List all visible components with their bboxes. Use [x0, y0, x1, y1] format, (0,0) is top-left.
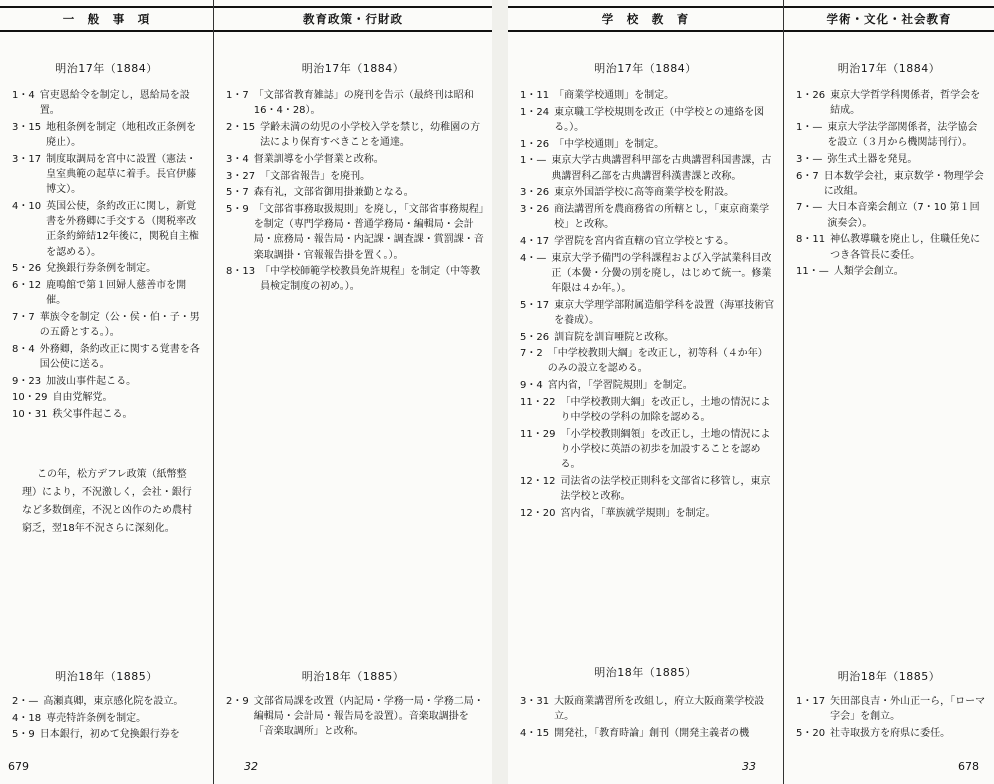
chronology-entry	[520, 395, 775, 425]
chronology-entry	[12, 727, 205, 742]
chronology-entry	[520, 506, 775, 521]
entry-date: 8・13	[226, 266, 256, 278]
entry-list	[12, 694, 205, 744]
page-number: 32	[244, 760, 258, 773]
chronology-entry	[520, 105, 775, 135]
entry-text: 「商業学校通則」を制定。	[554, 90, 675, 101]
chronology-entry	[520, 88, 775, 103]
entry-text: 兌換銀行券条例を制定。	[46, 263, 157, 275]
entry-list	[796, 694, 986, 743]
entry-list	[520, 694, 775, 743]
chronology-entry	[520, 185, 775, 200]
section-title-1884: 明治17年（1884）	[594, 62, 697, 75]
entry-text: 開発社，「教育時論」創刊（開発主義者の機	[554, 727, 750, 739]
entry-date: 3・15	[12, 121, 42, 133]
section-title-1884: 明治17年（1884）	[301, 62, 405, 75]
entry-text: 学習院を宮内省直轄の官立学校とする。	[554, 235, 735, 247]
entry-date: 5・9	[12, 729, 35, 741]
chronology-entry	[796, 120, 986, 150]
entry-text: 東京大学哲学科関係者，哲学会を結成。	[830, 90, 981, 117]
entry-date: 1・4	[12, 90, 35, 101]
entry-text: 司法省の法学校正則科を文部省に移管し，東京法学校と改称。	[560, 475, 771, 503]
entry-date: 3・31	[520, 696, 550, 707]
chronology-entry	[12, 310, 205, 340]
entry-list	[796, 88, 986, 281]
chronology-entry	[796, 694, 986, 724]
chronology-entry	[520, 378, 775, 393]
chronology-entry	[12, 374, 205, 389]
entry-date: 7・—	[796, 202, 823, 214]
entry-date: 4・17	[520, 235, 550, 247]
entry-date: 7・7	[12, 311, 35, 323]
chronology-entry	[520, 251, 775, 297]
entry-text: 宮内省，「華族就学規則」を制定。	[560, 507, 716, 519]
entry-text: 東京大学古典講習科甲部を古典講習科国書課，古典講習科乙部を古典講習科漢書課と改称。	[551, 155, 772, 182]
chronology-entry	[12, 390, 205, 405]
entry-date: 3・4	[226, 153, 249, 165]
entry-date: 3・17	[12, 153, 42, 165]
entry-text: 神仏教導職を廃止し，住職任免につき各管長に委任。	[830, 234, 981, 261]
entry-text: 学齢未満の幼児の小学校入学を禁じ，幼稚園の方法により保育すべきことを通達。	[260, 121, 481, 149]
chronology-entry	[796, 169, 986, 199]
entry-text: 「中学校通則」を制定。	[554, 138, 665, 150]
entry-text: 東京大学理学部附属造船学科を設置（海軍技術官を養成）。	[554, 299, 775, 326]
entry-text: 森有礼，文部省御用掛兼勤となる。	[253, 187, 414, 199]
chronology-entry	[12, 711, 205, 726]
entry-date: 3・27	[226, 170, 256, 182]
section-title-1885: 明治18年（1885）	[55, 670, 158, 683]
chronology-entry	[226, 264, 484, 294]
entry-text: 大阪商業講習所を改組し，府立大阪商業学校設立。	[554, 696, 765, 723]
entry-text: 矢田部良吉・外山正一ら，「ローマ字会」を創立。	[830, 696, 986, 723]
section-title-1885: 明治18年（1885）	[301, 670, 405, 683]
entry-text: 弥生式土器を発見。	[827, 153, 918, 165]
entry-text: 日本数学会社，東京数学・物理学会に改組。	[823, 170, 984, 197]
entry-list	[226, 88, 484, 296]
section-title-1885: 明治18年（1885）	[594, 666, 697, 679]
entry-text: 鹿鳴館で第１回婦人慈善市を開催。	[46, 279, 187, 307]
chronology-entry	[796, 726, 986, 741]
entry-text: 英国公使，条約改正に関し，新覚書を外務卿に手交する（関税率改正条約締結12年後に，関税自主権を認める）。	[46, 200, 199, 258]
chronology-entry	[12, 278, 205, 308]
entry-date: 5・7	[226, 187, 249, 199]
page-gutter	[492, 0, 508, 784]
chronology-entry	[226, 202, 484, 263]
entry-text: 官吏恩給令を制定し，恩給局を設置。	[39, 90, 190, 117]
entry-date: 4・10	[12, 200, 42, 212]
entry-date: 6・7	[796, 170, 819, 182]
entry-list	[226, 694, 484, 741]
chronology-entry	[12, 342, 205, 372]
entry-text: 社寺取扱方を府県に委任。	[830, 727, 951, 739]
entry-text: 制度取調局を宮中に設置（憲法・皇室典範の起草に着手。長官伊藤博文）。	[46, 153, 197, 196]
entry-date: 8・11	[796, 234, 826, 246]
entry-date: 9・4	[520, 380, 543, 392]
entry-text: 東京職工学校規則を改正（中学校との連絡を図る。）。	[554, 106, 765, 133]
chronology-entry	[520, 694, 775, 724]
section-title-1884: 明治17年（1884）	[837, 62, 941, 75]
entry-text: 東京外国語学校に高等商業学校を附設。	[554, 187, 735, 199]
entry-date: 8・4	[12, 343, 35, 355]
chronology-entry	[520, 234, 775, 249]
page-number: 678	[958, 760, 979, 773]
entry-date: 12・20	[520, 507, 556, 519]
year-note: この年，松方デフレ政策（紙幣整理）により，不況激しく，会社・銀行など多数倒産，不況と凶作のため農村窮乏，翌18年不況さらに深刻化。	[22, 469, 192, 534]
chronology-entry	[12, 152, 205, 198]
entry-text: 「文部省教育雑誌」の廃刊を告示（最終刊は昭和16・4・28）。	[253, 90, 474, 117]
entry-text: 商法講習所を農商務省の所轄とし，「東京商業学校」と改称。	[554, 203, 770, 231]
chronology-entry	[520, 202, 775, 232]
chronology-entry	[796, 232, 986, 262]
entry-date: 11・—	[796, 266, 829, 278]
chronology-entry	[520, 726, 775, 741]
entry-date: 4・—	[520, 252, 547, 264]
chronology-entry	[12, 88, 205, 118]
chronology-entry	[226, 694, 484, 740]
chronology-entry	[226, 120, 484, 150]
chronology-entry	[796, 264, 986, 279]
chronology-entry	[796, 152, 986, 167]
entry-date: 3・—	[796, 153, 823, 165]
entry-date: 2・15	[226, 121, 256, 133]
entry-text: 華族令を制定（公・侯・伯・子・男の五爵とする。）。	[39, 311, 200, 339]
entry-text: 督業訓導を小学督業と改称。	[253, 153, 384, 165]
section-title-1884: 明治17年（1884）	[55, 62, 158, 75]
entry-list	[520, 88, 775, 522]
entry-text: 日本銀行，初めて兌換銀行券を	[39, 729, 180, 741]
entry-text: 地租条例を制定（地租改正条例を廃止）。	[46, 121, 197, 149]
entry-date: 1・—	[796, 121, 823, 133]
chronology-entry	[796, 200, 986, 230]
entry-text: 東京大学法学部関係者，法学協会を設立（３月から機関誌刊行）。	[827, 121, 978, 149]
entry-text: 自由党解党。	[52, 392, 113, 404]
chronology-entry	[520, 427, 775, 473]
column-culture-social-education	[784, 0, 994, 784]
entry-date: 9・23	[12, 375, 42, 387]
entry-date: 2・—	[12, 696, 39, 707]
chronology-entry	[226, 88, 484, 118]
chronology-entry	[226, 185, 484, 200]
entry-date: 3・26	[520, 187, 550, 199]
entry-text: 人類学会創立。	[833, 266, 904, 278]
entry-date: 11・22	[520, 396, 556, 408]
chronology-entry	[520, 474, 775, 504]
entry-date: 12・12	[520, 475, 556, 487]
entry-date: 5・26	[520, 331, 550, 343]
chronology-entry	[226, 169, 484, 184]
chronology-entry	[520, 153, 775, 183]
entry-text: 宮内省，「学習院規則」を制定。	[547, 380, 693, 392]
entry-date: 5・17	[520, 299, 550, 311]
entry-date: 10・29	[12, 392, 48, 404]
column-header: 学術・文化・社会教育	[784, 6, 994, 32]
entry-text: 加波山事件起こる。	[46, 375, 137, 387]
entry-text: 外務卿，条約改正に関する覚書を各国公使に送る。	[39, 343, 200, 370]
entry-text: 大日本音楽会創立（7・10 第１回演奏会）。	[827, 202, 980, 229]
entry-text: 秩父事件起こる。	[52, 409, 133, 421]
entry-list	[12, 88, 205, 424]
section-title-1885: 明治18年（1885）	[837, 670, 941, 683]
entry-text: 「文部省報告」を廃刊。	[260, 170, 371, 182]
entry-text: 訓盲院を訓盲唖院と改称。	[554, 331, 675, 343]
entry-text: 「文部省事務取扱規則」を廃し，「文部省事務規程」を制定（専門学務局・普通学務局・編輯局・会計局・庶務局・報告局・内記課・調査課・賞罰課・音楽取調掛・官報報告掛を置く。）。	[253, 203, 484, 261]
entry-text: 「中学校教則大綱」を改正し，初等科（４か年）のみの設立を認める。	[547, 348, 768, 375]
chronology-entry	[520, 346, 775, 376]
chronology-entry	[520, 330, 775, 345]
column-header: 一 般 事 項	[0, 6, 213, 32]
entry-text: 文部省局課を改置（内記局・学務一局・学務二局・編輯局・会計局・報告局を設置）。音楽取調掛を「音楽取調所」と改称。	[253, 696, 484, 738]
entry-date: 1・24	[520, 106, 550, 118]
entry-text: 「小学校教則綱領」を改正し，土地の情況により小学校に英語の初歩を加設することを認める。	[560, 428, 771, 471]
column-header: 学 校 教 育	[508, 6, 783, 32]
entry-text: 「中学校師範学校教員免許規程」を制定（中等教員検定制度の初め。）。	[260, 266, 481, 293]
page-number: 679	[8, 760, 29, 773]
entry-text: 「中学校教則大綱」を改正し，土地の情況により中学校の学科の加除を認める。	[560, 396, 771, 424]
entry-date: 1・—	[520, 155, 547, 167]
entry-date: 11・29	[520, 428, 556, 440]
entry-date: 5・20	[796, 727, 826, 739]
entry-date: 3・26	[520, 203, 550, 215]
chronology-entry	[226, 152, 484, 167]
chronology-entry	[12, 407, 205, 422]
column-header: 教育政策・行財政	[214, 6, 492, 32]
chronology-entry	[520, 137, 775, 152]
entry-date: 1・17	[796, 696, 826, 707]
page-number: 33	[742, 760, 756, 773]
entry-date: 1・7	[226, 90, 249, 101]
chronology-entry	[12, 199, 205, 260]
entry-text: 高瀬真卿，東京感化院を設立。	[43, 696, 184, 707]
entry-date: 1・26	[520, 138, 550, 150]
column-education-policy	[214, 0, 492, 784]
entry-date: 1・26	[796, 90, 826, 101]
entry-date: 10・31	[12, 409, 48, 421]
entry-date: 4・18	[12, 712, 42, 724]
chronology-entry	[12, 120, 205, 150]
entry-date: 5・9	[226, 203, 249, 215]
entry-text: 専売特許条例を制定。	[46, 712, 147, 724]
entry-date: 5・26	[12, 263, 42, 275]
column-school-education	[508, 0, 783, 784]
entry-date: 2・9	[226, 696, 249, 707]
chronology-entry	[12, 694, 205, 709]
entry-date: 7・2	[520, 348, 543, 360]
chronology-entry	[12, 261, 205, 276]
chronology-entry	[520, 298, 775, 328]
entry-date: 1・11	[520, 90, 550, 101]
entry-date: 6・12	[12, 279, 42, 291]
entry-text: 東京大学予備門の学科課程および入学試業科目改正（本黌・分黌の別を廃し，はじめて統一。修業年限は４か年。）。	[551, 252, 772, 294]
chronology-entry	[796, 88, 986, 118]
entry-date: 4・15	[520, 727, 550, 739]
column-general	[0, 0, 213, 784]
